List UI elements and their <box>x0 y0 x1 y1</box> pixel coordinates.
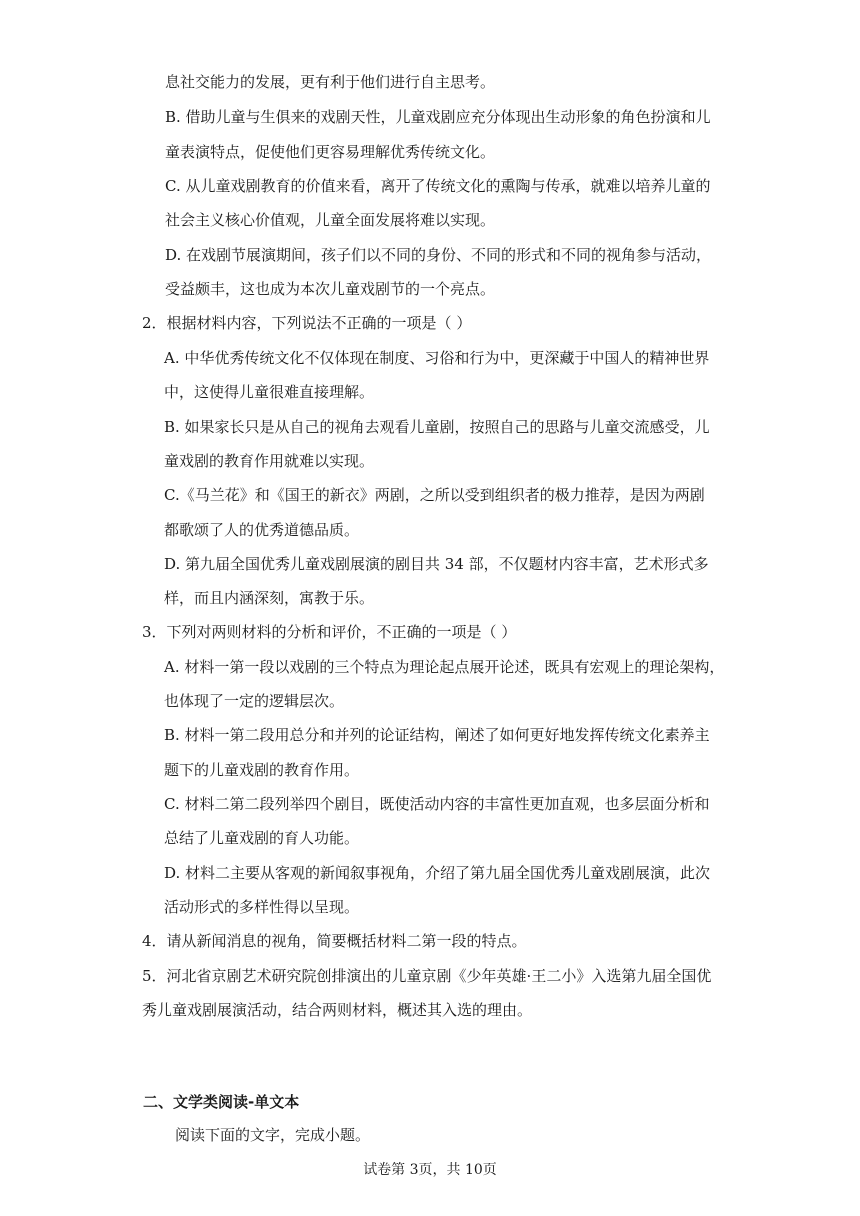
text-line: 都歌颂了人的优秀道德品质。 <box>164 521 360 539</box>
option-b-line: B. 借助儿童与生俱来的戏剧天性，儿童戏剧应充分体现出生动形象的角色扮演和儿 <box>165 108 711 126</box>
option-d-line: D. 第九届全国优秀儿童戏剧展演的剧目共 34 部，不仅题材内容丰富，艺术形式多 <box>164 555 709 573</box>
text-line: 样，而且内涵深刻，寓教于乐。 <box>164 589 375 607</box>
text-line: 童戏剧的教育作用就难以实现。 <box>164 452 375 470</box>
text-line: 息社交能力的发展，更有利于他们进行自主思考。 <box>165 73 496 91</box>
option-a-line: A. 材料一第一段以戏剧的三个特点为理论起点展开论述，既具有宏观上的理论架构， <box>164 658 725 676</box>
text-line: 受益颇丰，这也成为本次儿童戏剧节的一个亮点。 <box>165 280 496 298</box>
text-line: 也体现了一定的逻辑层次。 <box>164 692 345 710</box>
text-line: 中，这使得儿童很难直接理解。 <box>164 383 375 401</box>
option-d-line: D. 在戏剧节展演期间，孩子们以不同的身份、不同的形式和不同的视角参与活动， <box>165 246 712 264</box>
text-line: 活动形式的多样性得以呈现。 <box>164 898 360 916</box>
section-title: 二、文学类阅读-单文本 <box>143 1093 300 1111</box>
option-b-line: B. 如果家长只是从自己的视角去观看儿童剧，按照自己的思路与儿童交流感受，儿 <box>164 418 710 436</box>
option-a-line: A. 中华优秀传统文化不仅体现在制度、习俗和行为中，更深藏于中国人的精神世界 <box>164 349 710 367</box>
question-5: 5．河北省京剧艺术研究院创排演出的儿童京剧《少年英雄·王二小》入选第九届全国优 <box>142 967 712 985</box>
option-c-line: C. 材料二第二段列举四个剧目，既使活动内容的丰富性更加直观，也多层面分析和 <box>164 795 710 813</box>
text-line: 秀儿童戏剧展演活动，结合两则材料，概述其入选的理由。 <box>142 1001 533 1019</box>
question-2: 2．根据材料内容，下列说法不正确的一项是（ ） <box>142 314 472 332</box>
option-c-line: C. 从儿童戏剧教育的价值来看，离开了传统文化的熏陶与传承，就难以培养儿童的 <box>165 177 711 195</box>
text-line: 童表演特点，促使他们更容易理解优秀传统文化。 <box>165 143 496 161</box>
section-instruction: 阅读下面的文字，完成小题。 <box>175 1126 371 1144</box>
text-line: 题下的儿童戏剧的教育作用。 <box>164 761 360 779</box>
question-3: 3．下列对两则材料的分析和评价，不正确的一项是（ ） <box>142 623 517 641</box>
question-4: 4．请从新闻消息的视角，简要概括材料二第一段的特点。 <box>142 932 527 950</box>
text-line: 社会主义核心价值观，儿童全面发展将难以实现。 <box>165 211 496 229</box>
text-line: 总结了儿童戏剧的育人功能。 <box>164 829 360 847</box>
option-d-line: D. 材料二主要从客观的新闻叙事视角，介绍了第九届全国优秀儿童戏剧展演，此次 <box>164 864 711 882</box>
page-footer: 试卷第 3页，共 10页 <box>363 1162 497 1178</box>
option-b-line: B. 材料一第二段用总分和并列的论证结构，阐述了如何更好地发挥传统文化素养主 <box>164 726 710 744</box>
option-c-line: C.《马兰花》和《国王的新衣》两剧，之所以受到组织者的极力推荐，是因为两剧 <box>164 486 705 504</box>
